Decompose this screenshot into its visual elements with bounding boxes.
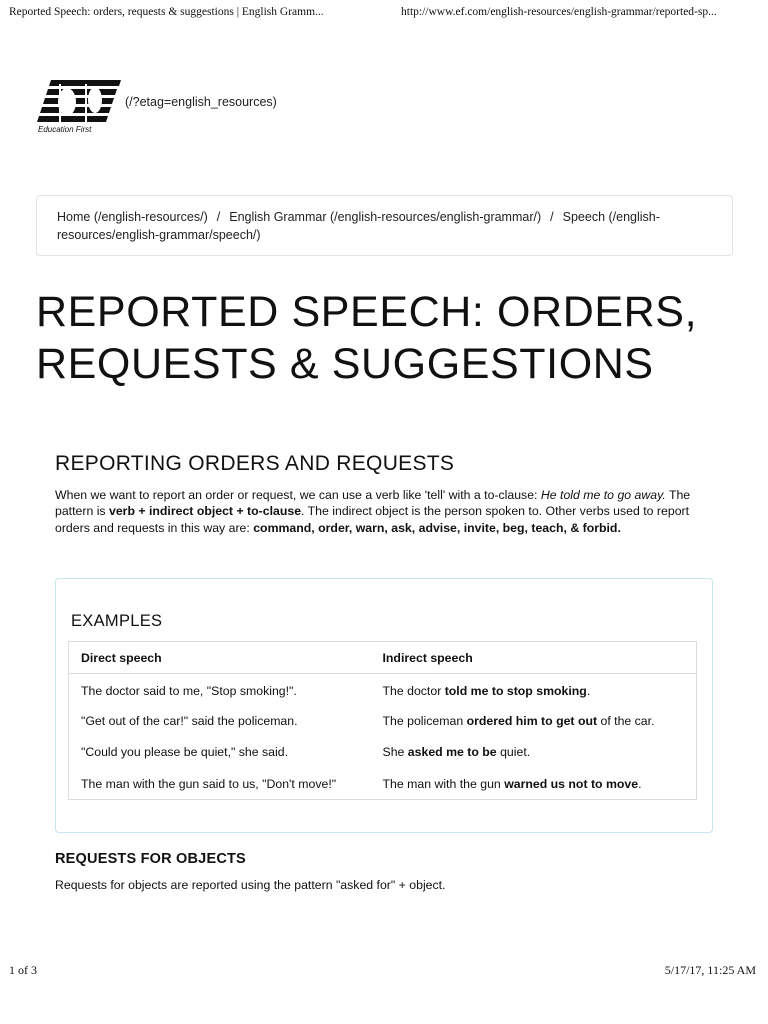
requests-for-objects-title: REQUESTS FOR OBJECTS xyxy=(55,851,246,867)
column-header: Direct speech xyxy=(69,642,371,674)
breadcrumb-english-grammar[interactable]: English Grammar (/english-resources/english-grammar/) xyxy=(229,210,542,224)
indirect-speech-cell xyxy=(371,737,697,769)
direct-speech-cell: "Could you please be quiet," she said. xyxy=(81,745,288,760)
cell-highlight: asked me to be xyxy=(407,745,497,760)
print-page-url: http://www.ef.com/english-resources/english-grammar/reported-sp... xyxy=(401,6,717,18)
indirect-speech-cell xyxy=(371,768,697,800)
ef-logo-caption: Education First xyxy=(38,125,92,134)
indirect-speech-cell xyxy=(371,674,697,706)
logo-link-text[interactable]: (/?etag=english_resources) xyxy=(125,95,277,109)
table-header-row xyxy=(69,642,697,674)
breadcrumb xyxy=(36,195,733,256)
cell-highlight: told me to stop smoking xyxy=(444,684,587,698)
page-title: REPORTED SPEECH: ORDERS, REQUESTS & SUGGESTIONS xyxy=(36,288,698,388)
print-page-title: Reported Speech: orders, requests & suggestions | English Gramm... xyxy=(9,6,324,18)
cell-text: of the car. xyxy=(597,713,655,728)
print-datetime: 5/17/17, 11:25 AM xyxy=(664,963,756,977)
breadcrumb-separator: / xyxy=(216,210,221,224)
table-row xyxy=(69,737,697,769)
cell-text: She xyxy=(382,745,408,760)
ef-logo[interactable] xyxy=(37,78,123,138)
intro-text: . The indirect object is the person spoken to. Other verbs used to report orders and requests in this way are: xyxy=(55,504,690,535)
direct-speech-cell: The doctor said to me, "Stop smoking!". xyxy=(81,684,297,698)
cell-highlight: warned us not to move xyxy=(504,776,639,791)
cell-text: The doctor xyxy=(382,684,445,698)
intro-pattern: verb + indirect object + to-clause xyxy=(109,504,302,519)
intro-text: When we want to report an order or request, we can use a verb like 'tell' with a to-clause: xyxy=(55,488,541,502)
examples-title: EXAMPLES xyxy=(71,612,163,630)
print-header xyxy=(0,3,768,23)
cell-text: The policeman xyxy=(382,713,467,728)
cell-text: The man with the gun xyxy=(382,776,505,791)
indirect-speech-cell xyxy=(371,705,697,737)
cell-text: . xyxy=(586,684,591,698)
section-title: REPORTING ORDERS AND REQUESTS xyxy=(55,452,455,475)
examples-table xyxy=(68,641,697,800)
intro-paragraph xyxy=(55,487,715,536)
direct-speech-cell: The man with the gun said to us, "Don't move!" xyxy=(81,776,337,791)
print-footer xyxy=(0,963,768,981)
table-row xyxy=(69,768,697,800)
intro-text: The pattern is xyxy=(55,488,691,519)
cell-text: . xyxy=(638,776,642,791)
column-header: Indirect speech xyxy=(371,642,697,674)
intro-example: He told me to go away. xyxy=(540,488,666,502)
requests-for-objects-text: Requests for objects are reported using the pattern "asked for" + object. xyxy=(55,878,446,892)
breadcrumb-speech[interactable]: Speech (/english-resources/english-grammar/speech/) xyxy=(57,210,660,242)
direct-speech-cell: "Get out of the car!" said the policeman. xyxy=(81,713,298,728)
ef-logo-icon xyxy=(37,78,123,138)
breadcrumb-separator: / xyxy=(550,210,554,224)
table-row xyxy=(69,705,697,737)
table-row xyxy=(69,674,697,706)
examples-box xyxy=(55,578,713,833)
breadcrumb-home[interactable]: Home (/english-resources/) xyxy=(57,210,208,224)
cell-text: quiet. xyxy=(496,745,531,760)
cell-highlight: ordered him to get out xyxy=(466,713,598,728)
page-number: 1 of 3 xyxy=(9,963,37,977)
intro-verb-list: command, order, warn, ask, advise, invite, beg, teach, & forbid. xyxy=(253,520,621,535)
